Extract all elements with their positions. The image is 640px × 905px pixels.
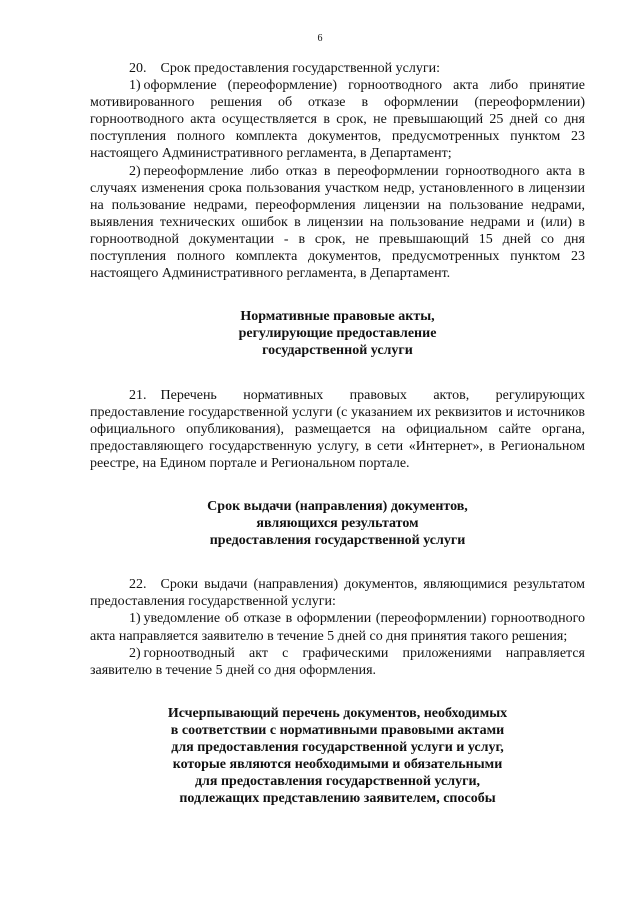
section-22-title: 22. Сроки выдачи (направления) документов, являющимися результатом предоставления государственной услуги: bbox=[90, 577, 585, 610]
section-22-item-2: 2) горноотводный акт с графическими приложениями направляется заявителю в течение 5 дней со дня оформления. bbox=[90, 645, 585, 678]
heading-line: Нормативные правовые акты, bbox=[240, 309, 435, 325]
document-body bbox=[90, 60, 585, 807]
section-20-item-2: 2) переоформление либо отказ в переоформлении горноотводного акта в случаях изменения срока пользования участком недр, установленного в лицензии на пользование недрами, переоформления лицензии на пользование недрами, выявления технических ошибок в лицензии на пользование недрами и (или) в горноотводной документации - в срок, не превышающий 15 дней со дня поступления полного комплекта документов, предусмотренных пунктом 23 настоящего Административного регламента, в Департамент. bbox=[90, 163, 585, 282]
heading-line: предоставления государственной услуги bbox=[209, 533, 466, 549]
heading-issuance-term bbox=[90, 498, 585, 549]
heading-line: государственной услуги bbox=[262, 343, 413, 359]
section-21-text: 21. Перечень нормативных правовых актов, регулирующих предоставление государственной услуги (с указанием их реквизитов и источников официального опубликования), размещается на официальном сайте органа, предоставляющего государственную услугу, в сети «Интернет», в Региональном реестре, на Едином портале и Региональном портале. bbox=[90, 387, 585, 471]
heading-line: являющихся результатом bbox=[256, 516, 419, 532]
heading-line: для предоставления государственной услуги, bbox=[194, 774, 481, 790]
heading-normative-acts bbox=[90, 308, 585, 359]
heading-line: которые являются необходимыми и обязательными bbox=[172, 757, 503, 773]
heading-line: Исчерпывающий перечень документов, необходимых bbox=[167, 705, 508, 721]
heading-line: подлежащих представлению заявителем, способы bbox=[179, 791, 496, 807]
heading-documents-list bbox=[90, 705, 585, 808]
section-20-title: 20. Срок предоставления государственной услуги: bbox=[129, 61, 441, 76]
section-22-item-1: 1) уведомление об отказе в оформлении (переоформлении) горноотводного акта направляется заявителю в течение 5 дней со дня принятия такого решения; bbox=[90, 611, 585, 644]
heading-line: Срок выдачи (направления) документов, bbox=[207, 498, 468, 514]
page-number: 6 bbox=[317, 33, 323, 44]
section-20-item-1: 1) оформление (переоформление) горноотводного акта либо принятие мотивированного решения об отказе в оформлении (переоформлении) горноотводного акта осуществляется в срок, не превышающий 25 дней со дня поступления полного комплекта документов, предусмотренных пунктом 23 настоящего Административного регламента, в Департамент; bbox=[90, 78, 585, 162]
heading-line: для предоставления государственной услуги и услуг, bbox=[171, 740, 504, 755]
heading-line: регулирующие предоставление bbox=[238, 326, 437, 342]
heading-line: в соответствии с нормативными правовыми актами bbox=[170, 722, 505, 738]
